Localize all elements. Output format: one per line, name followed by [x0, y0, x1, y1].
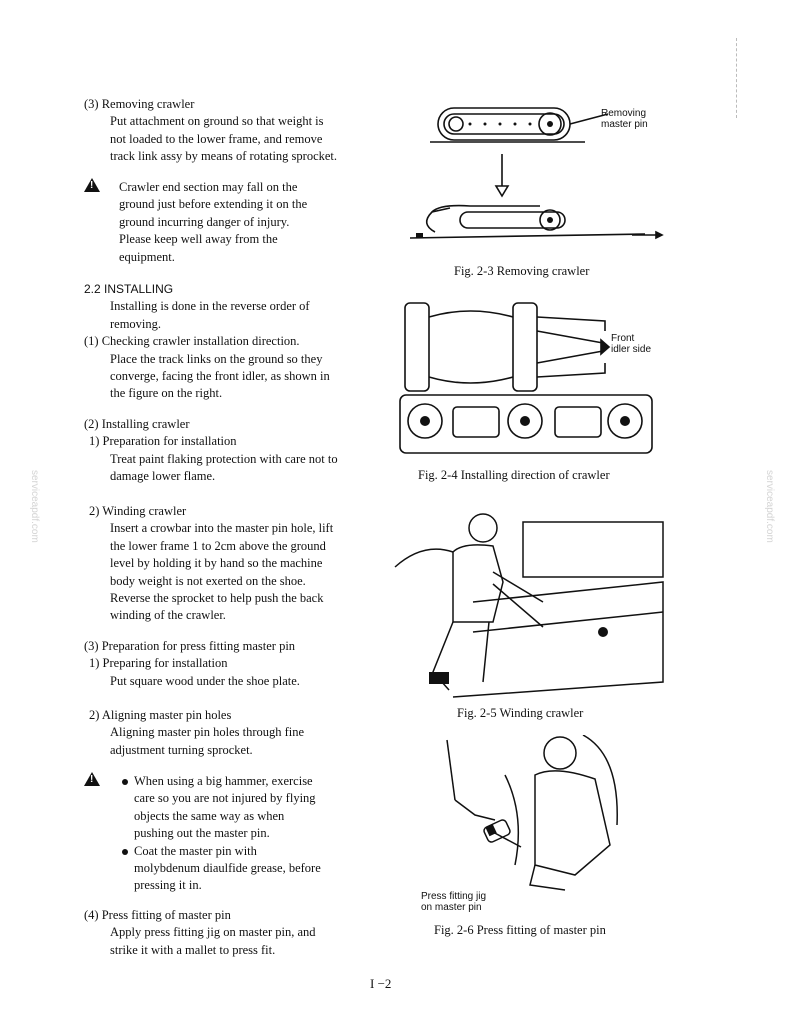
- figure-caption: Fig. 2-5 Winding crawler: [457, 706, 584, 720]
- watermark-left: serviceapdf.com: [29, 470, 40, 543]
- bullet-item: When using a big hammer, exercise care so you are not injured by flying objects the same way as when pushing out the master pin.: [120, 773, 344, 843]
- section-installing: 2.2 INSTALLING Installing is done in the reverse order of removing. (1) Checking crawler installation direction. Place the track links on the ground so they converge, facing the front idler, as shown in the figure on the right.: [84, 281, 374, 403]
- figure-label: Removing master pin: [601, 108, 648, 130]
- figure-caption: Fig. 2-4 Installing direction of crawler: [418, 468, 610, 482]
- figure-caption: Fig. 2-3 Removing crawler: [454, 264, 590, 278]
- sub-heading: 2) Aligning master pin holes: [89, 708, 232, 722]
- section-winding-crawler: 2) Winding crawler Insert a crowbar into the master pin hole, lift the lower frame 1 to 2cm above the ground level by holding it by hand so the machine body weight is not exerted on the shoe. Reverse the sprocket to help push the back winding of the crawler.: [84, 503, 374, 625]
- warning-icon: [84, 772, 100, 786]
- step-heading: (1) Checking crawler installation direction.: [84, 334, 300, 349]
- warning-icon: [84, 178, 100, 192]
- section-press-prep: (3) Preparation for press fitting master pin 1) Preparing for installation Put square wood under the shoe plate.: [84, 638, 374, 690]
- fig-installing-direction: [395, 295, 660, 457]
- step-heading: (2) Installing crawler: [84, 417, 190, 431]
- section-press-fitting: (4) Press fitting of master pin Apply press fitting jig on master pin, and strike it with a mallet to press fit.: [84, 907, 374, 959]
- warning-bullets: [120, 773, 344, 895]
- fig-winding-crawler: [393, 512, 668, 702]
- sub-heading: 1) Preparation for installation: [89, 434, 237, 449]
- page-number: I −2: [370, 976, 392, 991]
- figure-label: Front idler side: [611, 333, 652, 355]
- figure-caption: Fig. 2-6 Press fitting of master pin: [434, 923, 606, 937]
- sub-heading: 1) Preparing for installation: [89, 656, 228, 671]
- figure-label: Press fitting jig on master pin: [421, 891, 487, 913]
- watermark-right: serviceapdf.com: [764, 470, 775, 543]
- step-heading: (4) Press fitting of master pin: [84, 908, 231, 922]
- section-aligning: 2) Aligning master pin holes Aligning master pin holes through fine adjustment turning sprocket.: [84, 707, 374, 759]
- paragraph: Put attachment on ground so that weight is not loaded to the lower frame, and remove track link assy by means of rotating sprocket.: [110, 114, 338, 164]
- section-installing-crawler: (2) Installing crawler 1) Preparation for installation Treat paint flaking protection with care not to damage lower flame.: [84, 416, 374, 486]
- sub-heading: 2) Winding crawler: [89, 504, 187, 518]
- section-removing-crawler: [84, 96, 374, 166]
- bullet-item: Coat the master pin with molybdenum diaulfide grease, before pressing it in.: [120, 843, 344, 895]
- scan-edge-mark: [736, 38, 738, 118]
- warning-text: Crawler end section may fall on the ground just before extending it on the ground incurring danger of injury. Please keep well away from the equipment.: [119, 180, 308, 264]
- step-heading: (3) Preparation for press fitting master pin: [84, 639, 296, 653]
- fig-press-fitting: [435, 735, 620, 897]
- section-heading: (3) Removing crawler: [84, 97, 195, 111]
- section-heading: 2.2 INSTALLING: [84, 282, 174, 296]
